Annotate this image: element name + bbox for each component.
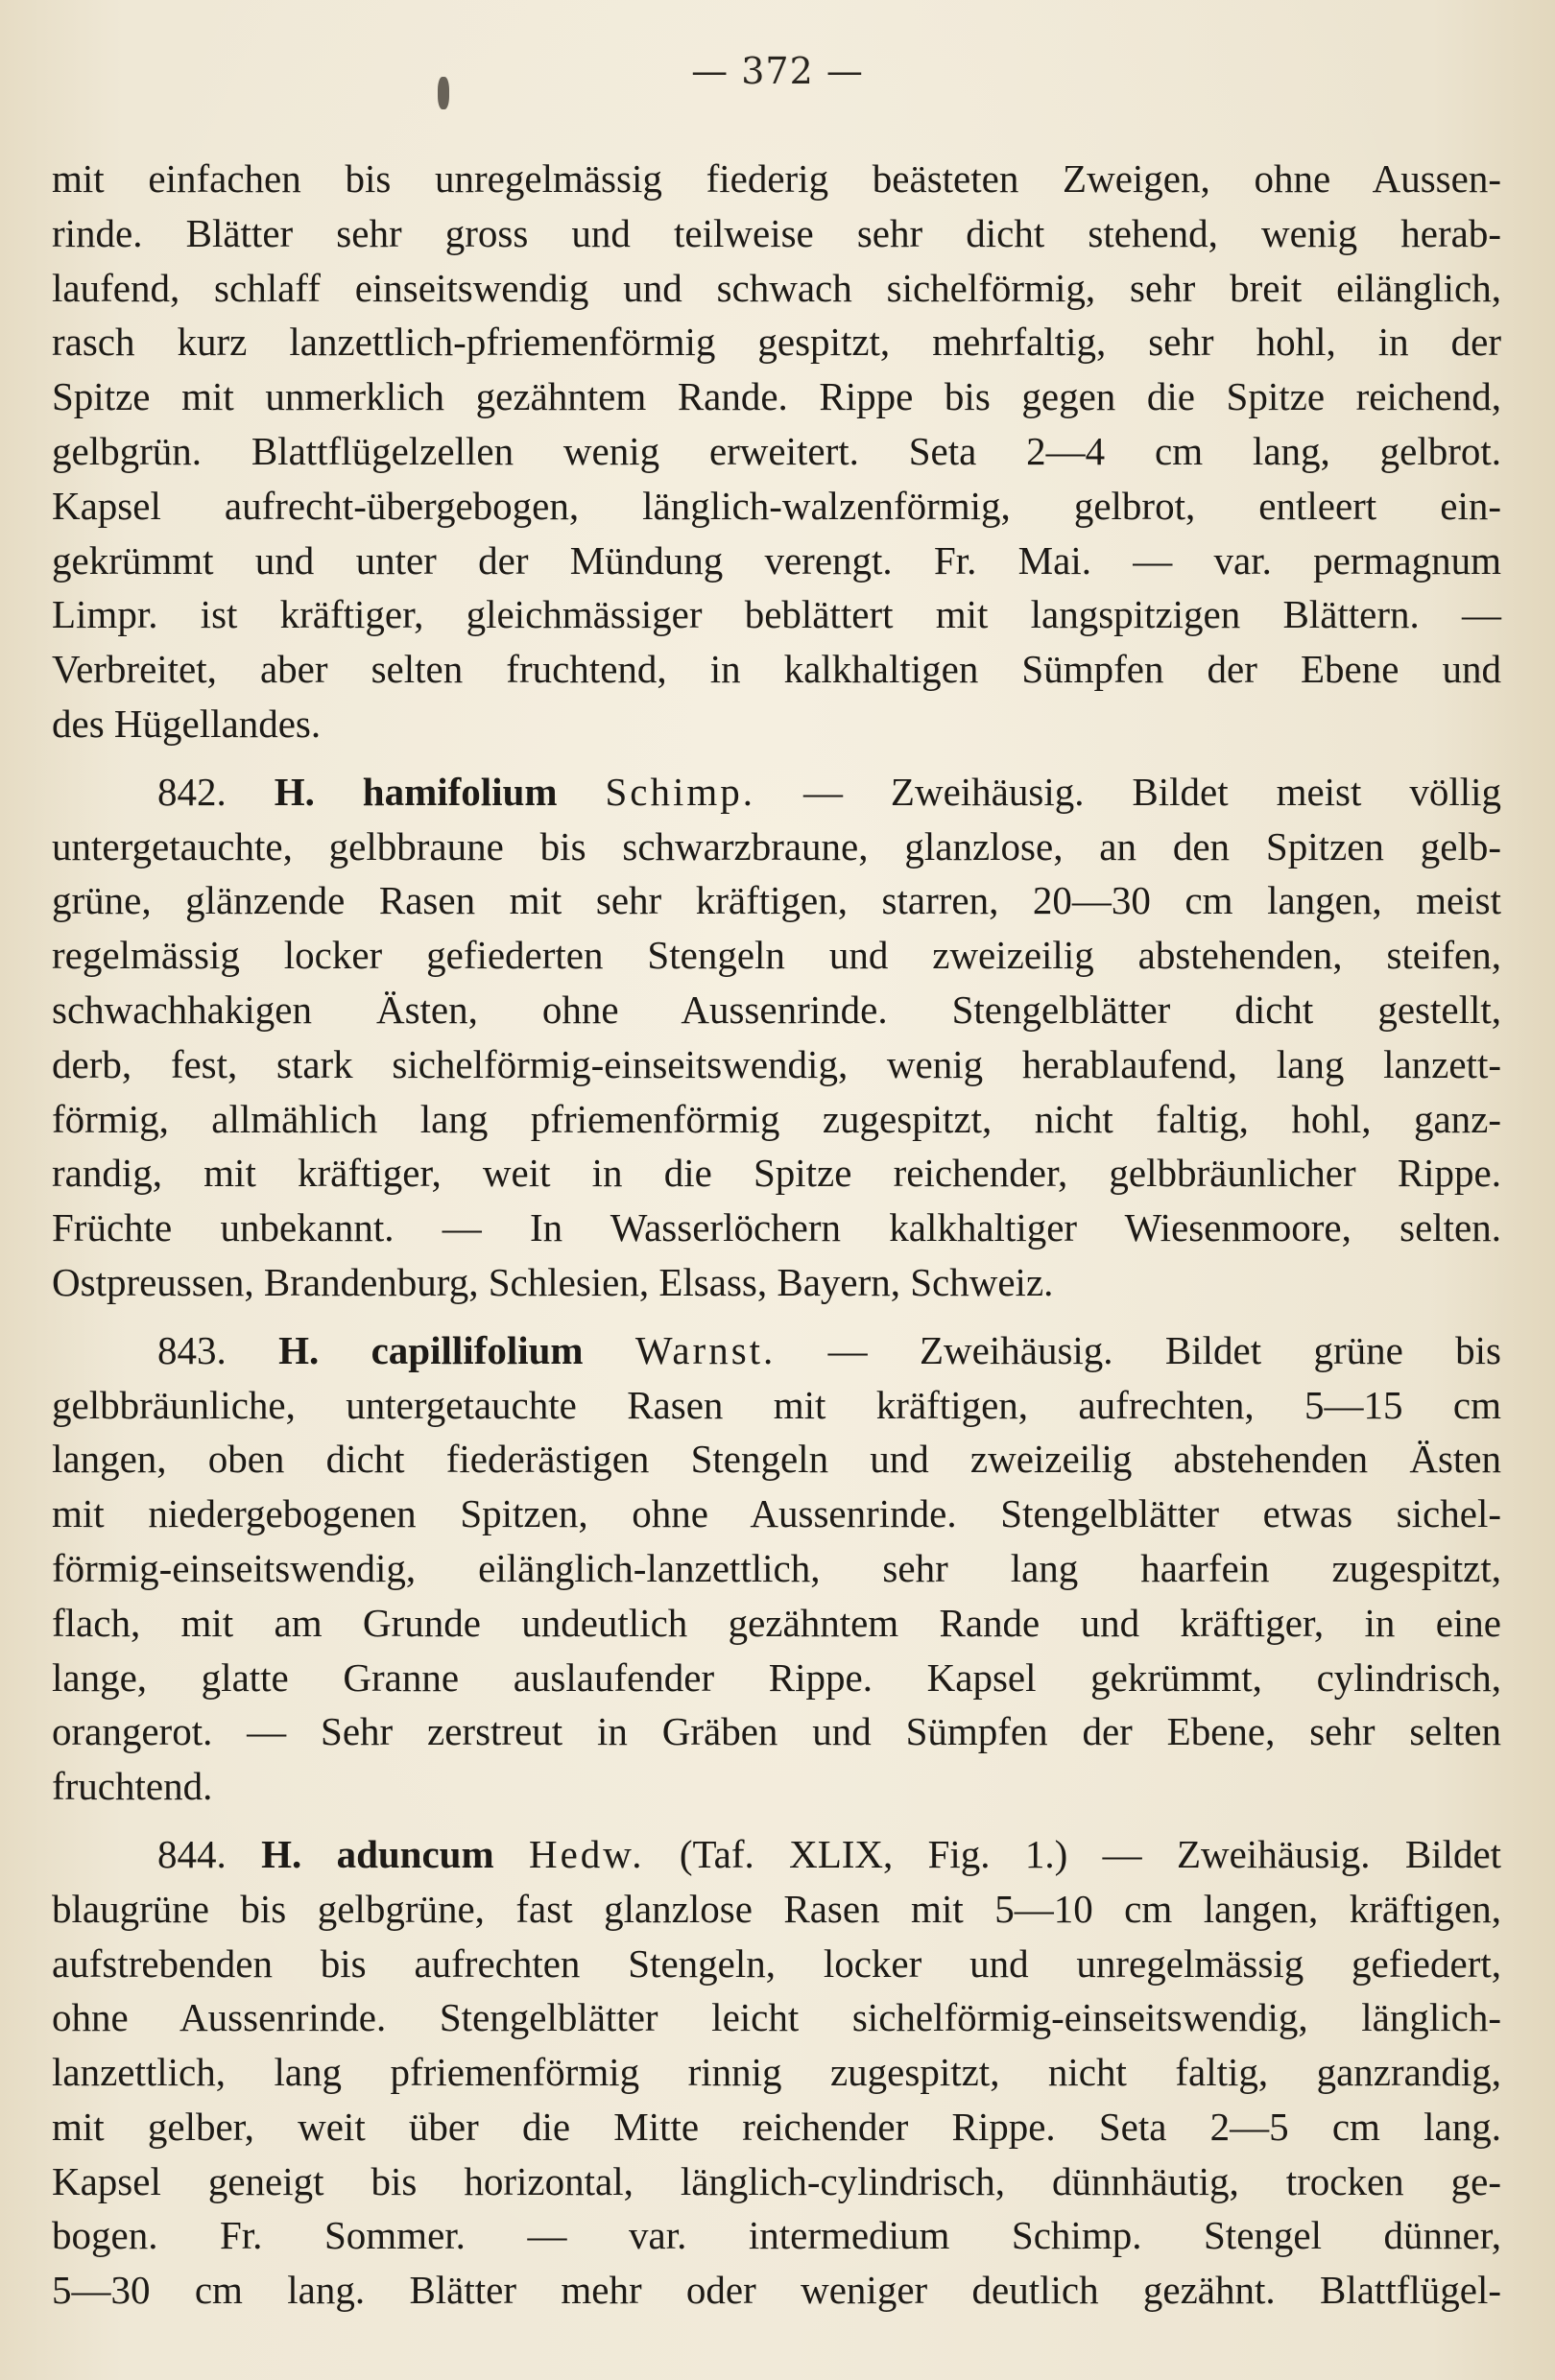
text-line: förmig-einseitswendig, eilänglich-lanzettlich, sehr lang haarfein zugespitzt, (52, 1545, 1501, 1590)
entry-first-line-text: — Zweihäusig. Bildet grüne bis (827, 1327, 1502, 1372)
text-line: gelbbräunliche, untergetauchte Rasen mit kräftigen, aufrechten, 5—15 cm (52, 1382, 1501, 1427)
entry-heading-line (52, 765, 1501, 820)
text-line: untergetauchte, gelbbraune bis schwarzbraune, glanzlose, an den Spitzen gelb- (52, 823, 1501, 869)
species-name: H. hamifolium (274, 769, 558, 814)
text-line: regelmässig locker gefiederten Stengeln und zweizeilig abstehenden, steifen, (52, 933, 1501, 978)
species-entry-844 (52, 1827, 1501, 2318)
text-line: lange, glatte Granne auslaufender Rippe. Kapsel gekrümmt, cylindrisch, (52, 1654, 1501, 1700)
species-author: Schimp. (605, 769, 756, 814)
text-line: flach, mit am Grunde undeutlich gezähntem Rande und kräftiger, in eine (52, 1600, 1501, 1645)
species-name: H. aduncum (261, 1831, 494, 1876)
text-line: mit niedergebogenen Spitzen, ohne Aussenrinde. Stengelblätter etwas sichel- (52, 1491, 1501, 1536)
text-line: ohne Aussenrinde. Stengelblätter leicht sichelförmig-einseitswendig, länglich- (52, 1995, 1501, 2040)
text-line: mit gelber, weit über die Mitte reichender Rippe. Seta 2—5 cm lang. (52, 2104, 1501, 2149)
text-line: gekrümmt und unter der Mündung verengt. Fr. Mai. — var. permagnum (52, 537, 1501, 583)
entry-first-line-text: — Zweihäusig. Bildet meist völlig (802, 769, 1502, 814)
entry-number: 844. (157, 1831, 227, 1876)
text-line: randig, mit kräftiger, weit in die Spitze reichender, gelbbräunlicher Rippe. (52, 1151, 1501, 1196)
text-line: grüne, glänzende Rasen mit sehr kräftigen, starren, 20—30 cm langen, meist (52, 878, 1501, 923)
text-line: Spitze mit unmerklich gezähntem Rande. Rippe bis gegen die Spitze reichend, (52, 374, 1501, 419)
text-line: aufstrebenden bis aufrechten Stengeln, locker und unregelmässig gefiedert, (52, 1940, 1501, 1986)
text-line: orangerot. — Sehr zerstreut in Gräben und Sümpfen der Ebene, sehr selten (52, 1709, 1501, 1754)
ink-blot-mark (438, 77, 449, 109)
text-line: mit einfachen bis unregelmässig fiederig beästeten Zweigen, ohne Aussen- (52, 156, 1501, 201)
text-line: blaugrüne bis gelbgrüne, fast glanzlose Rasen mit 5—10 cm langen, kräftigen, (52, 1886, 1501, 1931)
entry-first-line-text: (Taf. XLIX, Fig. 1.) — Zweihäusig. Bildet (679, 1831, 1502, 1876)
text-line: derb, fest, stark sichelförmig-einseitswendig, wenig herablaufend, lang lanzett- (52, 1041, 1501, 1086)
text-line: 5—30 cm lang. Blätter mehr oder weniger deutlich gezähnt. Blattflügel- (52, 2268, 1501, 2313)
text-line: Verbreitet, aber selten fruchtend, in kalkhaltigen Sümpfen der Ebene und (52, 647, 1501, 692)
text-line: Limpr. ist kräftiger, gleichmässiger beblättert mit langspitzigen Blättern. — (52, 592, 1501, 637)
entry-heading-line (52, 1827, 1501, 1882)
entry-number: 842. (157, 769, 227, 814)
text-line: bogen. Fr. Sommer. — var. intermedium Schimp. Stengel dünner, (52, 2213, 1501, 2258)
text-line: lanzettlich, lang pfriemenförmig rinnig zugespitzt, nicht faltig, ganzrandig, (52, 2050, 1501, 2095)
text-line: Kapsel geneigt bis horizontal, länglich-cylindrisch, dünnhäutig, trocken ge- (52, 2158, 1501, 2203)
text-line: langen, oben dicht fiederästigen Stengeln und zweizeilig abstehenden Ästen (52, 1437, 1501, 1482)
text-line: Kapsel aufrecht-übergebogen, länglich-walzenförmig, gelbrot, entleert ein- (52, 483, 1501, 528)
text-line: Ostpreussen, Brandenburg, Schlesien, Elsass, Bayern, Schweiz. (52, 1259, 1054, 1304)
text-line: rasch kurz lanzettlich-pfriemenförmig gespitzt, mehrfaltig, sehr hohl, in der (52, 320, 1501, 365)
species-entry-843 (52, 1323, 1501, 1814)
page-number: — 372 — (691, 50, 864, 92)
text-line: des Hügellandes. (52, 701, 322, 746)
text-line: förmig, allmählich lang pfriemenförmig zugespitzt, nicht faltig, hohl, ganz- (52, 1096, 1501, 1141)
body-text (52, 152, 1501, 2318)
species-author: Warnst. (634, 1327, 777, 1372)
text-line: laufend, schlaff einseitswendig und schwach sichelförmig, sehr breit eilänglich, (52, 265, 1501, 310)
species-author: Hedw. (528, 1831, 645, 1876)
text-line: fruchtend. (52, 1764, 213, 1809)
continuation-paragraph (52, 152, 1501, 751)
text-line: schwachhakigen Ästen, ohne Aussenrinde. Stengelblätter dicht gestellt, (52, 987, 1501, 1032)
text-line: gelbgrün. Blattflügelzellen wenig erweitert. Seta 2—4 cm lang, gelbrot. (52, 428, 1501, 473)
text-line: rinde. Blätter sehr gross und teilweise sehr dicht stehend, wenig herab- (52, 210, 1501, 255)
entry-heading-line (52, 1323, 1501, 1378)
text-line: Früchte unbekannt. — In Wasserlöchern kalkhaltiger Wiesenmoore, selten. (52, 1205, 1501, 1250)
species-entry-842 (52, 765, 1501, 1310)
entry-number: 843. (157, 1327, 227, 1372)
species-name: H. capillifolium (278, 1327, 584, 1372)
